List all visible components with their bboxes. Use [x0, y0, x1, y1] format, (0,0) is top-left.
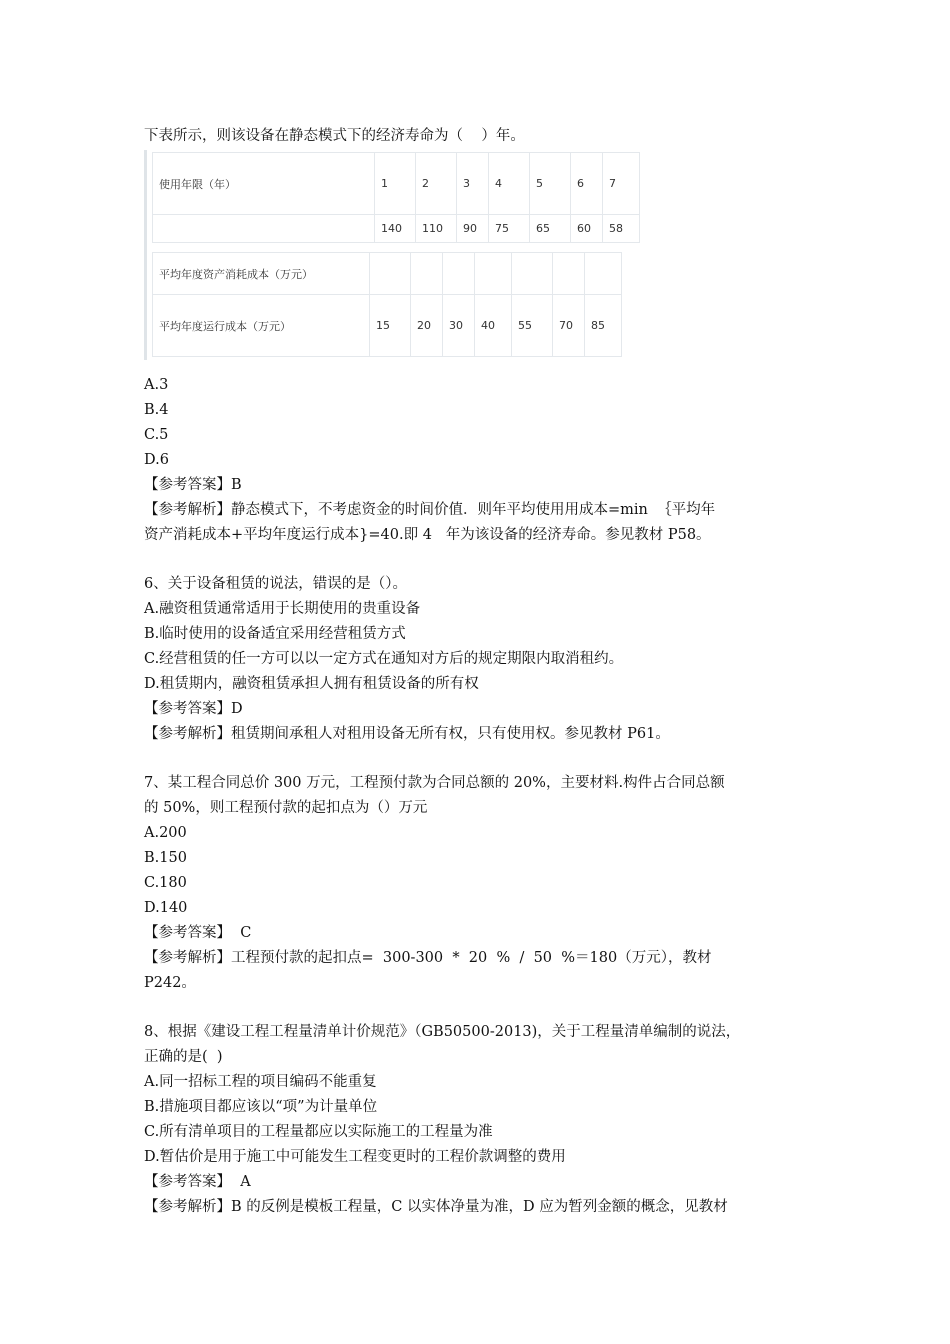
option: B.4 [144, 402, 169, 418]
analysis: 【参考解析】租赁期间承租人对租用设备无所有权，只有使用权。参见教材 P61。 [144, 726, 670, 742]
option: D.140 [144, 900, 188, 916]
option: A.3 [144, 377, 169, 393]
table-label: 平均年度资产消耗成本（万元） [153, 253, 370, 295]
option: B.临时使用的设备适宜采用经营租赁方式 [144, 626, 406, 642]
table-cell: 20 [411, 295, 443, 357]
option: D.暂估价是用于施工中可能发生工程变更时的工程价款调整的费用 [144, 1149, 566, 1165]
answer: 【参考答案】D [144, 701, 243, 717]
table-cell: 58 [603, 215, 640, 243]
analysis: P242。 [144, 975, 196, 991]
question-5-stem: 下表所示，则该设备在静态模式下的经济寿命为（ ）年。 [144, 128, 525, 144]
table-cell: 75 [489, 215, 530, 243]
option: D.6 [144, 452, 169, 468]
option: B.措施项目都应该以“项”为计量单位 [144, 1099, 378, 1115]
table-cell: 5 [530, 153, 571, 215]
question-8-stem: 正确的是( ) [144, 1049, 223, 1065]
table-cell: 110 [416, 215, 457, 243]
option: A.同一招标工程的项目编码不能重复 [144, 1074, 377, 1090]
option: A.融资租赁通常适用于长期使用的贵重设备 [144, 601, 421, 617]
table-cell: 55 [512, 295, 553, 357]
table-cell [475, 253, 512, 295]
cost-table-top [152, 152, 640, 243]
table-label [153, 215, 375, 243]
question-8-stem: 8、根据《建设工程工程量清单计价规范》（GB50500-2013)，关于工程量清单编制的说法， [144, 1024, 741, 1040]
table-cell [512, 253, 553, 295]
table-cell: 3 [457, 153, 489, 215]
table-cell: 2 [416, 153, 457, 215]
table-label: 使用年限（年） [153, 153, 375, 215]
table-cell [443, 253, 475, 295]
option: C.180 [144, 875, 187, 891]
answer: 【参考答案】 C [144, 925, 252, 941]
table-cell [370, 253, 411, 295]
option: D.租赁期内，融资租赁承担人拥有租赁设备的所有权 [144, 676, 479, 692]
option: A.200 [144, 825, 187, 841]
answer: 【参考答案】 A [144, 1174, 251, 1190]
table-cell: 1 [375, 153, 416, 215]
table-cell: 15 [370, 295, 411, 357]
question-7-stem: 的 50%，则工程预付款的起扣点为（）万元 [144, 800, 428, 816]
table-cell: 6 [571, 153, 603, 215]
table-cell: 85 [585, 295, 622, 357]
table-cell: 70 [553, 295, 585, 357]
table-cell: 4 [489, 153, 530, 215]
table-cell: 140 [375, 215, 416, 243]
answer: 【参考答案】B [144, 477, 242, 493]
table-cell [411, 253, 443, 295]
analysis: 【参考解析】工程预付款的起扣点= 300-300 * 20 % / 50 %＝180（万元），教材 [144, 950, 712, 966]
option: B.150 [144, 850, 187, 866]
table-cell: 60 [571, 215, 603, 243]
table-cell [553, 253, 585, 295]
table-cell: 30 [443, 295, 475, 357]
analysis: 资产消耗成本+平均年度运行成本}=40.即 4 年为该设备的经济寿命。参见教材 P58。 [144, 527, 711, 543]
table-cell [585, 253, 622, 295]
table-cell: 7 [603, 153, 640, 215]
cost-table-image [144, 150, 640, 360]
option: C.所有清单项目的工程量都应以实际施工的工程量为准 [144, 1124, 493, 1140]
table-label: 平均年度运行成本（万元） [153, 295, 370, 357]
analysis: 【参考解析】B 的反例是模板工程量，C 以实体净量为准，D 应为暂列金额的概念，见教材 [144, 1199, 728, 1215]
question-6-stem: 6、关于设备租赁的说法，错误的是（）。 [144, 576, 407, 592]
option: C.经营租赁的任一方可以以一定方式在通知对方后的规定期限内取消租约。 [144, 651, 624, 667]
table-cell: 65 [530, 215, 571, 243]
option: C.5 [144, 427, 169, 443]
question-7-stem: 7、某工程合同总价 300 万元，工程预付款为合同总额的 20%，主要材料.构件占合同总额 [144, 775, 725, 791]
table-cell: 40 [475, 295, 512, 357]
cost-table-bottom [152, 252, 622, 357]
table-cell: 90 [457, 215, 489, 243]
analysis: 【参考解析】静态模式下，不考虑资金的时间价值．则年平均使用用成本=min ｛平均年 [144, 502, 716, 518]
